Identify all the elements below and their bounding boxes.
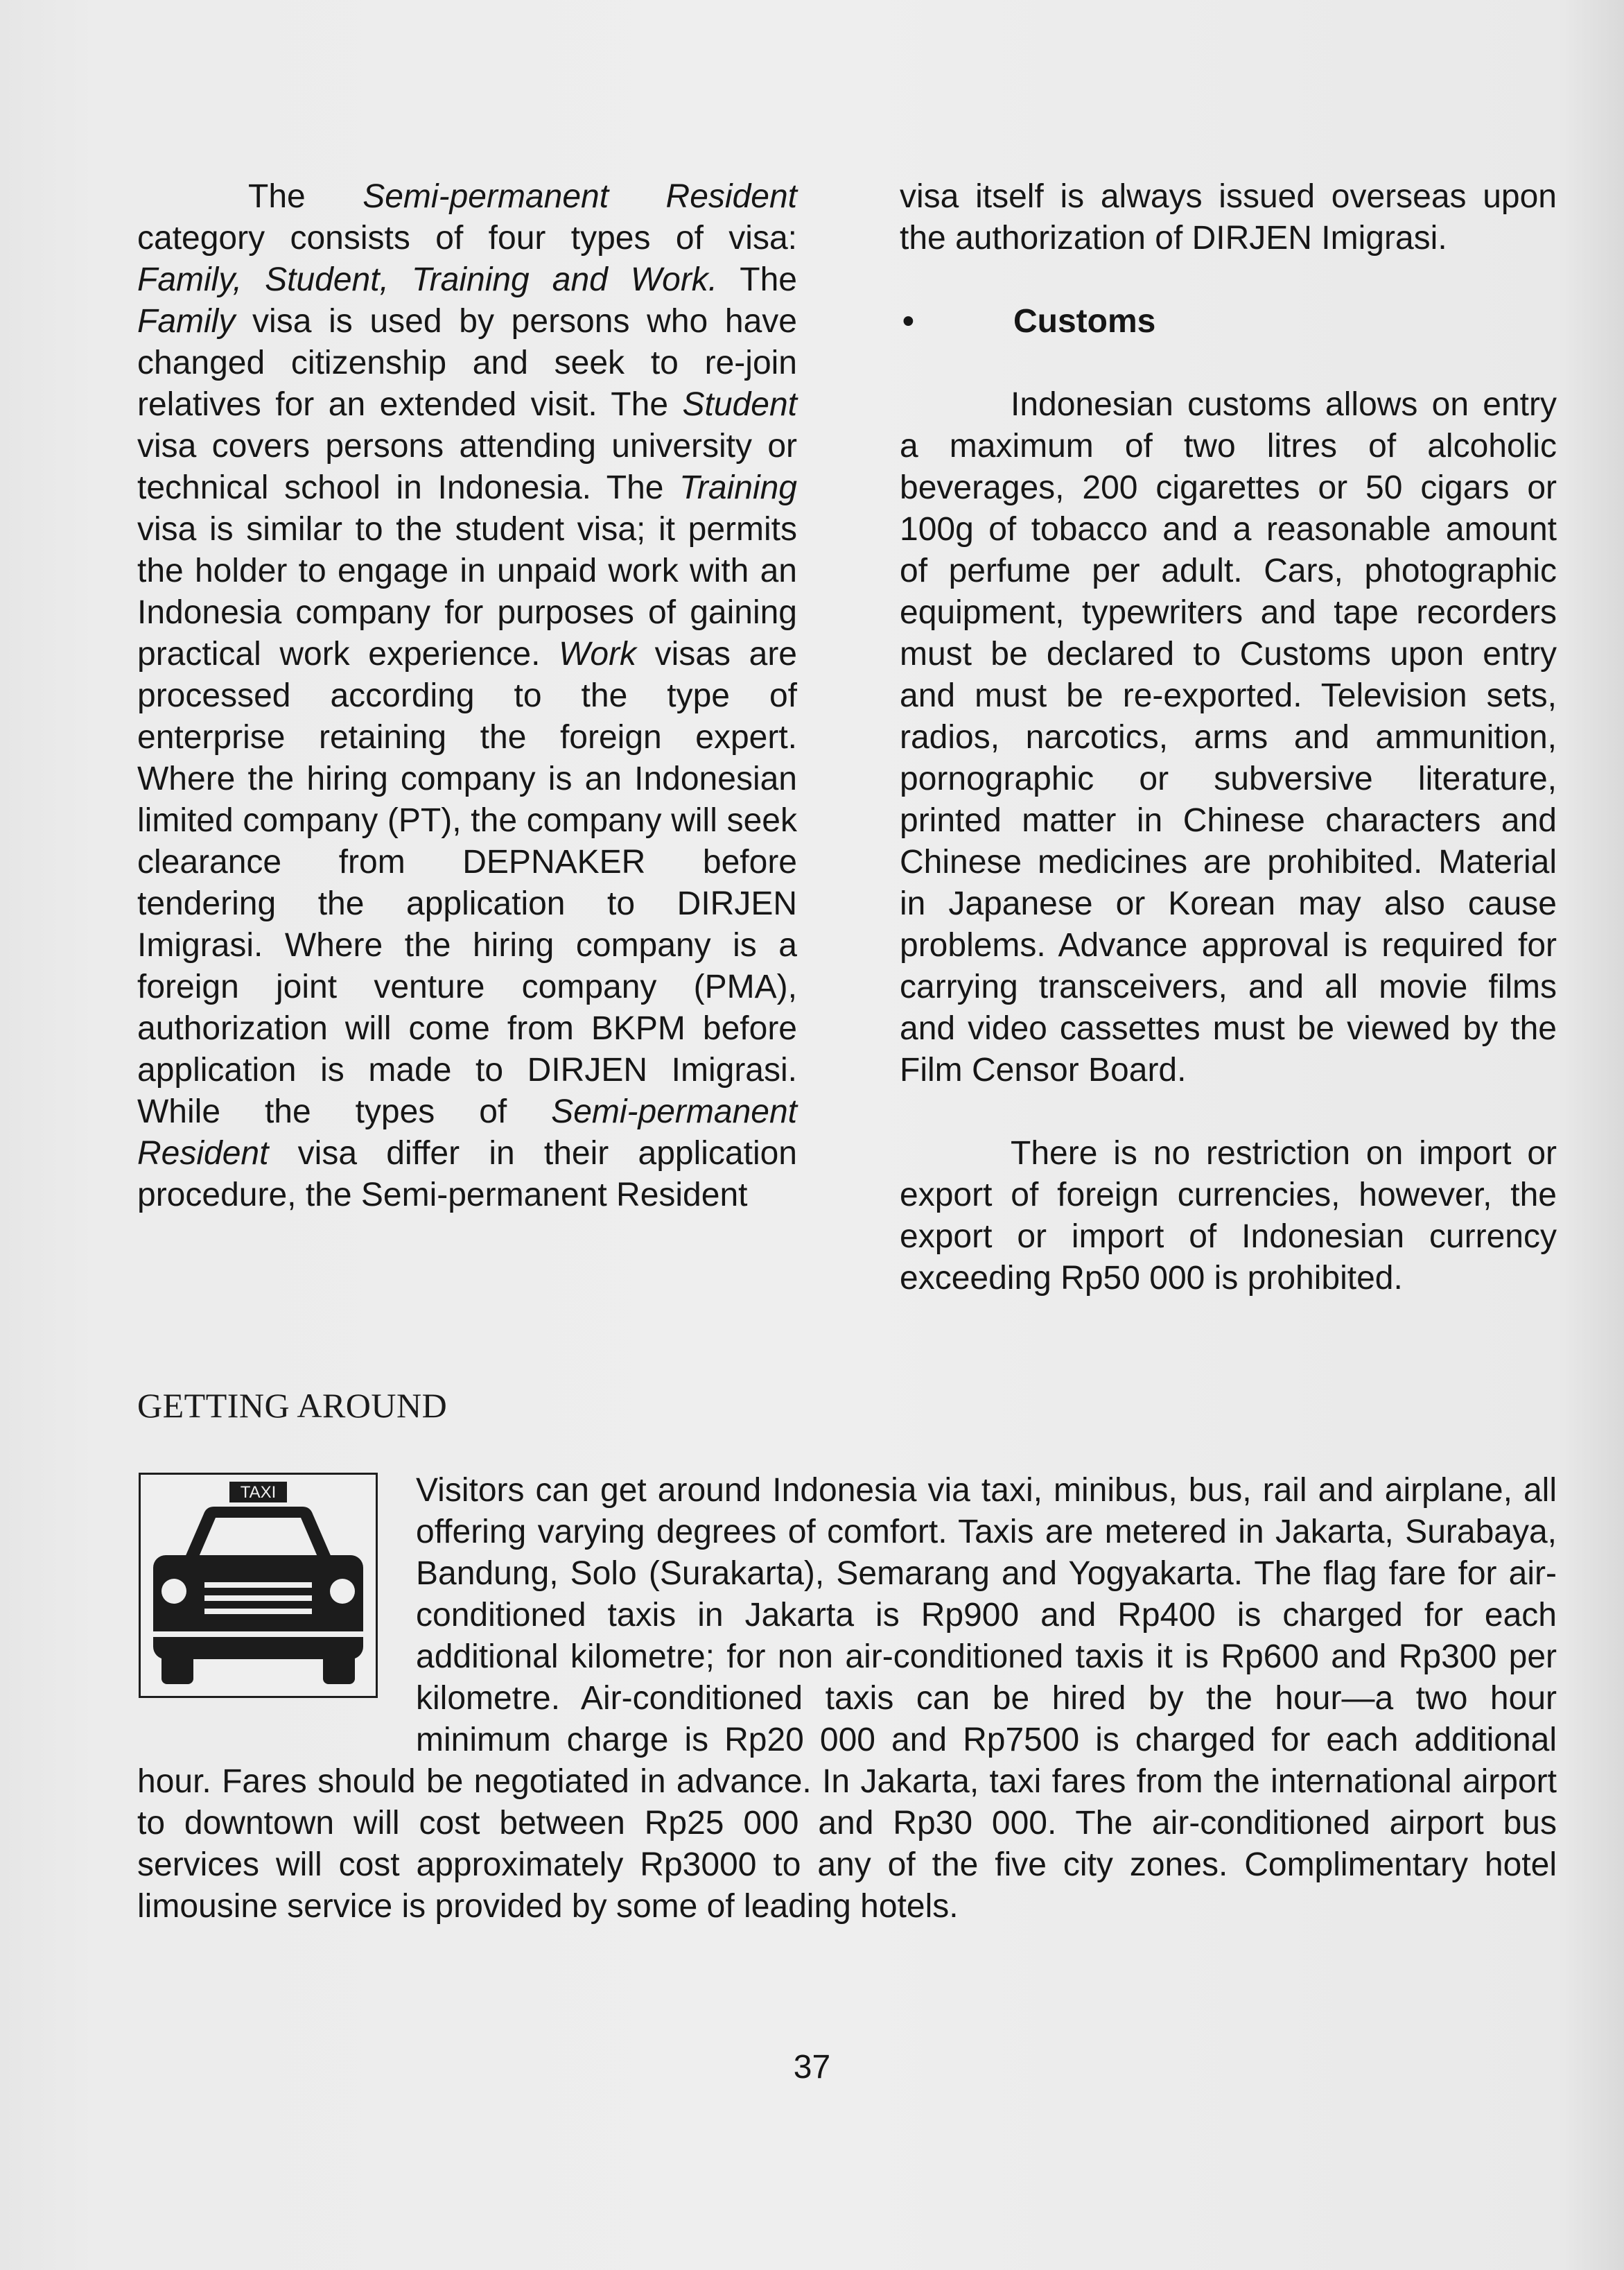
emphasis-text: Training <box>679 469 797 506</box>
text-run: The <box>248 178 363 215</box>
left-column <box>137 176 797 1216</box>
text-run: visa is similar to the student visa; it permits the holder to engage in unpaid work with an Indonesia company for purposes of gaining practical work experience. <box>137 511 797 673</box>
currency-paragraph: There is no restriction on import or export of foreign currencies, however, the export or import of Indonesian currency exceeding Rp50 000 is prohibited. <box>900 1135 1557 1297</box>
spacer <box>900 343 1557 384</box>
taxi-illustration <box>141 1475 376 1696</box>
page-number: 37 <box>793 2049 831 2086</box>
customs-paragraph: Indonesian customs allows on entry a maximum of two litres of alcoholic beverages, 200 cigarettes or 50 cigars or 100g of tobacco and a reasonable amount of perfume per adult. Cars, photographic equipment, typewriters and tape recorders must be declared to Customs upon entry and must be re-exported. Television sets, radios, narcotics, arms and ammunition, pornographic or subversive literature, printed matter in Chinese characters and Chinese medicines are prohibited. Material in Japanese or Korean may also cause problems. Advance approval is required for carrying transceivers, and all movie films and video cassettes must be viewed by the Film Censor Board. <box>900 386 1557 1089</box>
spacer <box>900 259 1557 301</box>
getting-around-title: GETTING AROUND <box>137 1386 448 1425</box>
emphasis-text: Semi-permanent Resident <box>137 1093 797 1172</box>
taxi-sign-text: TAXI <box>240 1483 277 1502</box>
text-run: category consists of four types of visa: <box>137 220 797 257</box>
taxi-icon <box>139 1473 378 1698</box>
getting-around-paragraph: Visitors can get around Indonesia via taxi, minibus, bus, rail and airplane, all offering varying degrees of comfort. Taxis are metered in Jakarta, Surabaya, Bandung, Solo (Surakarta), Semarang and Yogyakarta. The flag fare for air-conditioned taxis in Jakarta is Rp900 and Rp400 is charged for each additional kilometre; for non air-conditioned taxis it is Rp600 and Rp300 per kilometre. Air-conditioned taxis can be hired by the hour—a two hour minimum charge is Rp20 000 and Rp7500 is charged for each additional hour. Fares should be negotiated in advance. In Jakarta, taxi fares from the international airport to downtown will cost between Rp25 000 and Rp30 000. The air-conditioned airport bus services will cost approximately Rp3000 to any of the five city zones. Complimentary hotel limousine service is provided by some of leading hotels. <box>137 1472 1557 1925</box>
spacer <box>900 1091 1557 1133</box>
emphasis-text: Family, Student, Training and Work. <box>137 261 718 298</box>
customs-heading-label: Customs <box>1013 303 1156 340</box>
semi-permanent-visa-paragraph <box>137 176 797 1216</box>
text-run: The <box>717 261 797 298</box>
customs-heading <box>900 301 1557 343</box>
text-run: visa is used by persons who have changed citizenship and seek to re-join relatives for an extended visit. The <box>137 303 797 423</box>
text-run: visas are processed according to the type of enterprise retaining the foreign expert. Where the hiring company is an Indonesian limited company (PT), the company will seek clearance from DEPNAKER before tendering the application to DIRJEN Imigrasi. Where the hiring company is a foreign joint venture company (PMA), authorization will come from BKPM before application is made to DIRJEN Imigrasi. While the types of <box>137 636 797 1130</box>
emphasis-text: Work <box>559 636 637 673</box>
right-column <box>900 176 1557 1299</box>
text-run: visa covers persons attending university or technical school in Indonesia. The <box>137 428 797 506</box>
bullet-icon: • <box>902 303 914 340</box>
emphasis-text: Semi-permanent Resident <box>363 178 797 215</box>
text-run: visa differ in their application procedure, the Semi-permanent Resident <box>137 1135 797 1213</box>
emphasis-text: Family <box>137 303 236 340</box>
visa-continuation-paragraph: visa itself is always issued overseas upon the authorization of DIRJEN Imigrasi. <box>900 178 1557 257</box>
emphasis-text: Student <box>682 386 797 423</box>
